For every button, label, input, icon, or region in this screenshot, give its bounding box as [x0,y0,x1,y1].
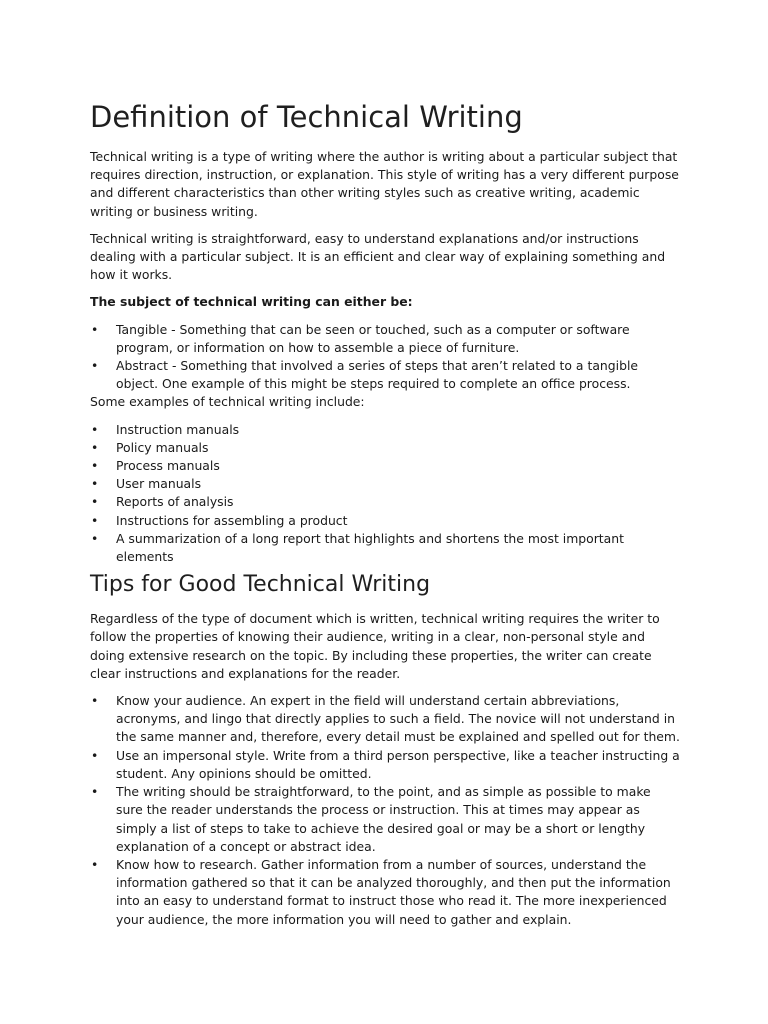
document-body [90,96,680,929]
definition-paragraph-1: Technical writing is a type of writing where the author is writing about a particular subject that requires direction, instruction, or explanation. This style of writing has a very different purpose and different characteristics than other writing styles such as creative writing, academic writing or business writing. [90,149,679,219]
subject-list [90,321,680,394]
list-item-text: User manuals [116,476,202,492]
list-item [90,493,680,511]
section-title-tips: Tips for Good Technical Writing [90,572,431,598]
bullet-icon: • [91,530,99,546]
list-item-text: Policy manuals [116,439,209,455]
examples-list [90,421,680,567]
bullet-icon: • [91,421,99,437]
bullet-icon: • [91,856,99,872]
list-item-text: Use an impersonal style. Write from a third person perspective, like a teacher instructing a student. Any opinions should be omitted. [116,747,680,781]
list-item-text: The writing should be straightforward, to the point, and as simple as possible to make sure the reader understands the process or instruction. This at times may appear as simply a list of steps to take to achieve the desired goal or may be a short or lengthy explanation of a concept or abstract idea. [116,784,651,854]
definition-paragraph-2: Technical writing is straightforward, easy to understand explanations and/or instructions dealing with a particular subject. It is an efficient and clear way of explaining something and how it works. [90,230,666,283]
list-item-text: Instruction manuals [116,421,240,437]
tips-list [90,692,680,929]
bullet-icon: • [91,494,99,510]
bullet-icon: • [91,439,99,455]
bullet-icon: • [91,358,99,374]
list-item [90,512,680,530]
list-item-text: Reports of analysis [116,494,234,510]
list-item [90,530,680,566]
bullet-icon: • [91,784,99,800]
bullet-icon: • [91,693,99,709]
list-item-text: Abstract - Something that involved a series of steps that aren’t related to a tangible object. One example of this might be steps required to complete an office process. [116,358,639,392]
list-item-text: Process manuals [116,458,220,474]
tips-paragraph: Regardless of the type of document which is written, technical writing requires the writer to follow the properties of knowing their audience, writing in a clear, non-personal style and doing extensive research on the topic. By including these properties, the writer can create clear instructions and explanations for the reader. [90,611,660,681]
list-item-text: Know how to research. Gather information from a number of sources, understand the information gathered so that it can be analyzed thoroughly, and then put the information into an easy to understand format to instruct those who read it. The more inexperienced your audience, the more information you will need to gather and explain. [116,856,671,927]
bullet-icon: • [91,747,99,763]
examples-intro: Some examples of technical writing include: [90,394,365,410]
list-item [90,439,680,457]
list-item [90,457,680,475]
list-item-text: Know your audience. An expert in the field will understand certain abbreviations, acronyms, and lingo that directly applies to such a field. The novice will not understand in the same manner and, therefore, every detail must be explained and spelled out for them. [116,693,680,745]
list-item [90,421,680,439]
list-item [90,475,680,493]
list-item [90,357,680,393]
section-title-definition: Definition of Technical Writing [90,100,523,134]
list-item [90,783,680,856]
bullet-icon: • [91,512,99,528]
list-item-text: A summarization of a long report that highlights and shortens the most important elements [116,530,624,565]
list-item [90,856,680,929]
bullet-icon: • [91,476,99,492]
bullet-icon: • [91,458,99,474]
bullet-icon: • [91,321,99,337]
list-item [90,747,680,783]
list-item [90,321,680,357]
list-item-text: Tangible - Something that can be seen or touched, such as a computer or software program, or information on how to assemble a piece of furniture. [116,321,630,355]
subject-heading: The subject of technical writing can either be: [90,294,413,310]
list-item-text: Instructions for assembling a product [116,512,348,528]
list-item [90,692,680,747]
